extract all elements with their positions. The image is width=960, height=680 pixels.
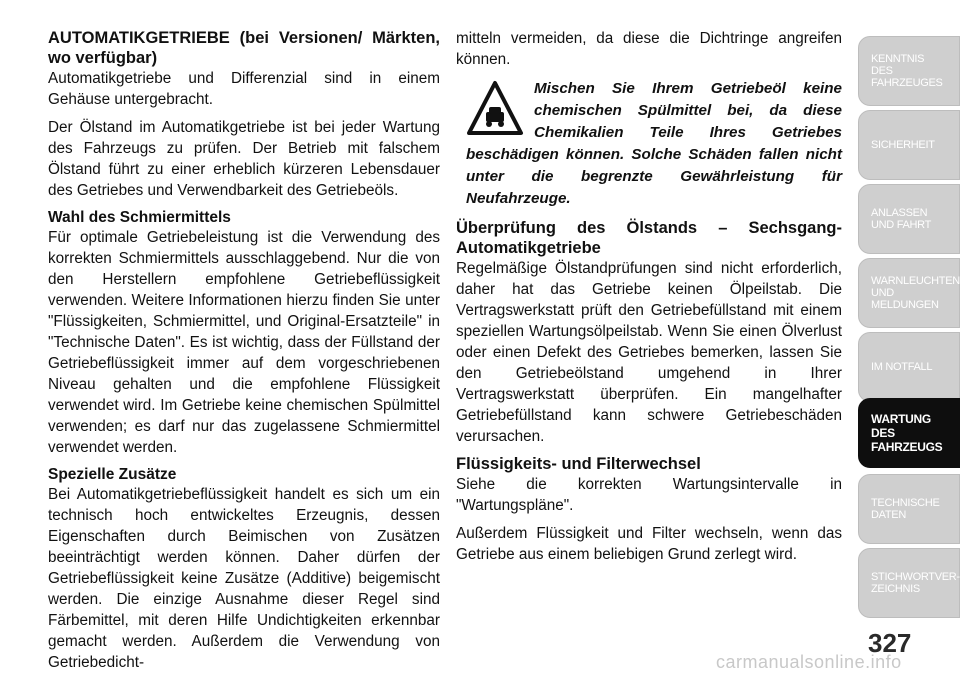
paragraph: Außerdem Flüssigkeit und Filter wechseln, wenn das Getriebe aus einem beliebigen Grund zerlegt wird. xyxy=(456,525,842,563)
section-heading-filterwechsel: Flüssigkeits- und Filterwechsel xyxy=(456,455,701,473)
paragraph: Siehe die korrekten Wartungsintervalle in "Wartungspläne". xyxy=(456,476,842,514)
tab-warnleuchten[interactable]: WARNLEUCHTEN UND MELDUNGEN xyxy=(858,258,960,328)
tab-sicherheit[interactable]: SICHERHEIT xyxy=(858,110,960,180)
tab-wartung[interactable]: WARTUNG DES FAHRZEUGS xyxy=(858,398,960,468)
tab-anlassen[interactable]: ANLASSEN UND FAHRT xyxy=(858,184,960,254)
watermark: carmanualsonline.info xyxy=(716,652,902,672)
left-column xyxy=(48,28,440,680)
page-number: 327 xyxy=(868,628,912,658)
warning-triangle-icon xyxy=(466,80,524,138)
paragraph: mitteln vermeiden, da diese die Dichtringe angreifen können. xyxy=(456,30,842,68)
tab-stichwortverzeichnis[interactable]: STICHWORTVER- ZEICHNIS xyxy=(858,548,960,618)
section-heading-oelstand: Überprüfung des Ölstands – Sechsgang-Automatikgetriebe xyxy=(456,219,842,257)
chapter-tabs xyxy=(858,0,960,678)
tab-technische-daten[interactable]: TECHNISCHE DATEN xyxy=(858,474,960,544)
section-heading-zusaetze: Spezielle Zusätze xyxy=(48,466,177,483)
paragraph: Automatikgetriebe und Differenzial sind in einem Gehäuse untergebracht. xyxy=(48,70,440,108)
tab-notfall[interactable]: IM NOTFALL xyxy=(858,332,960,402)
paragraph: Regelmäßige Ölstandprüfungen sind nicht erforderlich, daher hat das Getriebe keinen Ölpeilstab. Die Vertragswerkstatt prüft den Getriebefüllstand mit einem speziellen Wartungsölpeilstab. Wenn Sie einen Ölverlust oder einen Defekt des Getriebes bemerken, lassen Sie den Getriebeölstand umgehend in Ihrer Vertragswerkstatt überprüfen. Ein mangelhafter Getriebefüllstand kann schwere Getriebeschäden verursachen. xyxy=(456,260,842,445)
paragraph: Bei Automatikgetriebeflüssigkeit handelt es sich um ein technisch hoch entwickeltes Erzeugnis, dessen Eigenschaften durch Beimischen von Zusätzen beeinträchtigt werden können. Daher dürfen der Getriebeflüssigkeit keine Zusätze (Additive) beigemischt werden. Die einzige Ausnahme dieser Regel sind Färbemittel, mit deren Hilfe Undichtigkeiten erkennbar gemacht werden. Außerdem die Verwendung von Getriebedicht- xyxy=(48,486,440,671)
section-heading-automatikgetriebe: AUTOMATIKGETRIEBE (bei Versionen/ Märkten, wo verfügbar) xyxy=(48,29,440,67)
paragraph: Für optimale Getriebeleistung ist die Verwendung des korrekten Schmiermittels ausschlaggebend. Nur die von den Herstellern empfohlene Getriebeflüssigkeit verwenden. Weitere Informationen hierzu finden Sie unter "Flüssigkeiten, Schmiermittel, und Original-Ersatzteile" in "Technische Daten". Es ist wichtig, dass der Füllstand der Getriebeflüssigkeit immer auf dem vorgeschriebenen Niveau gehalten und die empfohlene Flüssigkeit verwendet wird. Im Getriebe keine chemischen Spülmittel verwenden; es darf nur das zugelassene Schmiermittel verwendet werden. xyxy=(48,229,440,456)
warning-box xyxy=(466,78,842,210)
section-heading-schmiermittel: Wahl des Schmiermittels xyxy=(48,209,231,226)
warning-text: Mischen Sie Ihrem Getriebeöl keine chemischen Spülmittel bei, da diese Chemikalien Teile Ihres Getriebes beschädigen können. Solche Schäden fallen nicht unter die begrenzte Gewährleistung für Neufahrzeuge. xyxy=(466,80,842,207)
right-column xyxy=(456,28,842,572)
tab-kenntnis[interactable]: KENNTNIS DES FAHRZEUGES xyxy=(858,36,960,106)
paragraph: Der Ölstand im Automatikgetriebe ist bei jeder Wartung des Fahrzeugs zu prüfen. Der Betrieb mit falschem Ölstand führt zu einer erheblich kürzeren Lebensdauer des Getriebes und Verwendbarkeit des Getriebeöls. xyxy=(48,119,440,199)
